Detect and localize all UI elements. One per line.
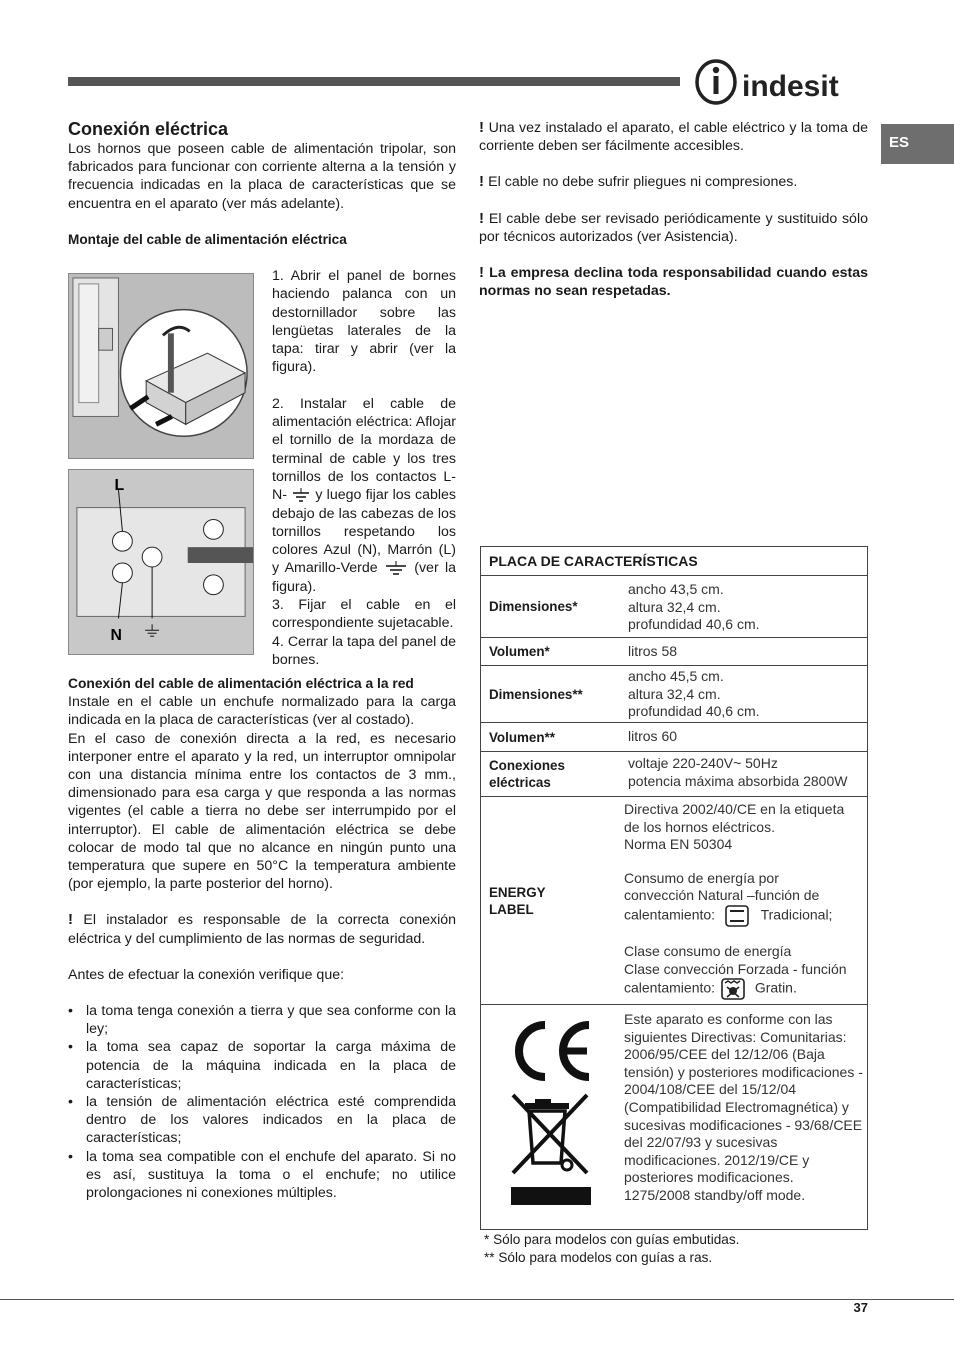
footnotes xyxy=(484,1231,864,1267)
svg-text:N: N xyxy=(110,627,122,645)
characteristics-table xyxy=(480,546,868,1230)
list-item: • la tensión de alimentación eléctrica esté comprendida dentro de los valores indicados en la placa de características; xyxy=(68,1093,456,1148)
row-value: ancho 45,5 cm. altura 32,4 cm. profundidad 40,6 cm. xyxy=(628,668,760,720)
indesit-logo xyxy=(694,58,870,106)
terminal-panel-figure xyxy=(68,273,254,459)
warning-inspection: ! El cable debe ser revisado periódicamente y sustituido sólo por técnicos autorizados (ver Asistencia). xyxy=(479,209,868,245)
header-bar xyxy=(68,77,680,86)
table-row xyxy=(481,665,867,722)
footer-line xyxy=(0,1299,954,1300)
warning-liability: ! La empresa declina toda responsabilidad cuando estas normas no sean respetadas. xyxy=(479,264,868,300)
footnote: ** Sólo para modelos con guías a ras. xyxy=(484,1249,713,1265)
installer-warning: ! El instalador es responsable de la correcta conexión eléctrica y del cumplimiento de las normas de seguridad. xyxy=(68,911,456,947)
row-value: Este aparato es conforme con las siguientes Directivas: Comunitarias: 2006/95/CEE del 12/12/06 (Baja tensión) y posteriores modificaciones - 2004/108/CEE del 15/12/04 (Compatibilidad Electromagnética) y sucesivas modificaciones - 93/68/CEE del 22/07/93 y sucesivas modificaciones. 2012/19/CE y posteriores modificaciones. 1275/2008 standby/off mode. xyxy=(624,1011,863,1203)
row-value: litros 58 xyxy=(628,643,678,659)
warning-icon: ! xyxy=(479,264,490,282)
subheading-network: Conexión del cable de alimentación eléctrica a la red xyxy=(68,676,414,691)
svg-text:L: L xyxy=(114,476,125,494)
before-connection: Antes de efectuar la conexión verifique que: xyxy=(68,966,345,983)
svg-text:indesit: indesit xyxy=(742,70,839,103)
footnote: * Sólo para modelos con guías embutidas. xyxy=(484,1232,740,1247)
list-item: • la toma sea compatible con el enchufe del aparato. Si no es así, sustituya la toma o el enchufe; no utilice prolongaciones ni conexiones múltiples. xyxy=(68,1148,456,1203)
table-row-ce xyxy=(481,1004,867,1229)
row-label: Dimensiones* xyxy=(489,599,578,614)
gratin-icon xyxy=(721,978,745,1000)
language-tab[interactable]: ES xyxy=(881,124,954,164)
row-value: voltaje 220-240V~ 50Hz potencia máxima absorbida 2800W xyxy=(628,755,848,789)
compliance-logos xyxy=(481,1005,620,1229)
page-number: 37 xyxy=(853,1300,868,1315)
warning-accessible: ! Una vez instalado el aparato, el cable eléctrico y la toma de corriente deben ser fácilmente accesibles. xyxy=(479,119,868,155)
row-label: Volumen* xyxy=(489,644,550,659)
ground-icon xyxy=(384,561,408,577)
ground-icon xyxy=(291,488,311,504)
table-row xyxy=(481,637,867,665)
para-plug: Instale en el cable un enchufe normalizado para la carga indicada en la placa de características (ver al costado). xyxy=(68,694,456,729)
row-label: Conexiones eléctricas xyxy=(489,758,565,790)
table-row xyxy=(481,751,867,796)
conventional-oven-icon xyxy=(725,905,749,927)
intro-section xyxy=(68,118,456,249)
step-3: 3. Fijar el cable en el correspondiente sujetacable. xyxy=(272,597,456,632)
section-title: Conexión eléctrica xyxy=(68,119,229,139)
para-direct-connection: En el caso de conexión directa a la red, es necesario interponer entre el aparato y la red, un interruptor omnipolar con una distancia mínima entre los contactos de 3 mm., dimensionado para esa carga y que responda a las normas vigentes (el cable a tierra no debe ser interrumpido por el interruptor). El cable de alimentación eléctrica se debe colocar de modo tal que no alcance en ningún punto una temperatura que supere en 50°C la temperatura ambiente (por ejemplo, la parte posterior del horno). xyxy=(68,730,456,893)
list-item: • la toma tenga conexión a tierra y que sea conforme con la ley; xyxy=(68,1002,456,1038)
row-label: Volumen** xyxy=(489,729,555,745)
subheading-mounting: Montaje del cable de alimentación eléctrica xyxy=(68,231,347,247)
network-connection-section xyxy=(68,675,456,1202)
check-list xyxy=(68,1002,456,1202)
table-header: PLACA DE CARACTERÍSTICAS xyxy=(489,553,698,569)
ce-mark-icon xyxy=(507,1017,595,1085)
wiring-diagram-figure xyxy=(68,469,254,655)
table-row xyxy=(481,722,867,751)
warning-icon: ! xyxy=(68,911,84,929)
warning-icon: ! xyxy=(479,209,489,227)
table-row xyxy=(481,575,867,637)
step-2: 2. Instalar el cable de alimentación eléctrica: Aflojar el tornillo de la mordaza de terminal de cable y los tres tornillos de los contactos L-N- y luego fijar los cables debajo de las cabezas de los tornillos respetando los colores Azul (N), Marrón (L) y Amarillo-Verde (ver la figura). xyxy=(272,395,456,595)
row-label: ENERGY LABEL xyxy=(489,884,546,917)
weee-bin-icon xyxy=(509,1089,593,1211)
warning-icon: ! xyxy=(479,119,489,136)
mounting-steps xyxy=(272,267,456,669)
step-4: 4. Cerrar la tapa del panel de bornes. xyxy=(272,633,456,668)
row-value: Directiva 2002/40/CE en la etiqueta de los hornos eléctricos. Norma EN 50304 Consumo de energía por convección Natural –función de calentamiento: Tradicional; Clase consumo de energía Clase convección Forzada - función calentamiento: Gratin. xyxy=(620,797,867,1004)
warning-icon: ! xyxy=(479,173,489,191)
intro-paragraph: Los hornos que poseen cable de alimentación tripolar, son fabricados para funcionar con corriente alterna a la tensión y frecuencia indicadas en la placa de características que se encuentra en el aparato (ver más adelante). xyxy=(68,141,456,212)
warning-folds: ! El cable no debe sufrir pliegues ni compresiones. xyxy=(479,173,798,191)
warnings-section xyxy=(479,119,868,318)
step-1: 1. Abrir el panel de bornes haciendo palanca con un destornillador sobre las lengüetas laterales de la tapa: tirar y abrir (ver la figura). xyxy=(272,268,456,376)
row-value: litros 60 xyxy=(628,728,678,744)
row-label: Dimensiones** xyxy=(489,686,583,702)
list-item: • la toma sea capaz de soportar la carga máxima de potencia de la máquina indicada en la placa de características; xyxy=(68,1038,456,1093)
table-row-energy xyxy=(481,796,867,1004)
row-value: ancho 43,5 cm. altura 32,4 cm. profundidad 40,6 cm. xyxy=(628,581,760,633)
